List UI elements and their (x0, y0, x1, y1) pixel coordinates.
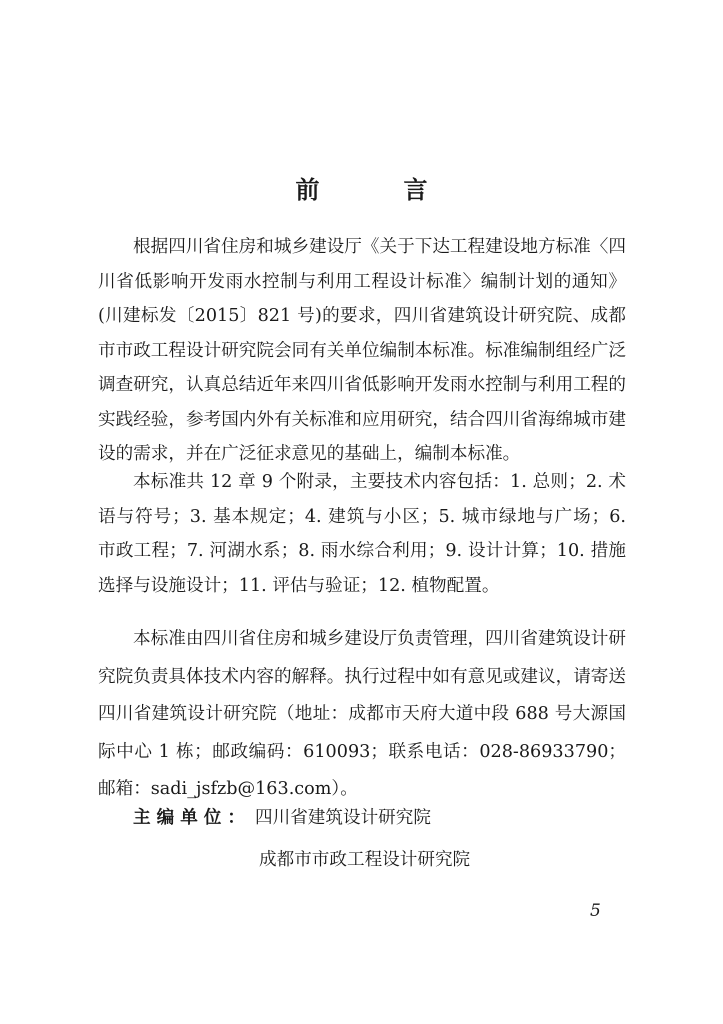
editor-line-1 (133, 801, 470, 835)
editor-units (133, 801, 470, 877)
page-number: 5 (590, 901, 601, 921)
editor-unit-1: 四川省建筑设计研究院 (255, 808, 431, 828)
paragraph-text: 本标准共 12 章 9 个附录，主要技术内容包括：1. 总则；2. 术语与符号；3. 基本规定；4. 建筑与小区；5. 城市绿地与广场；6. 市政工程；7. 河湖水系；8. 雨水综合利用；9. 设计计算；10. 措施选择与设施设计；11. 评估与验证；12. 植物配置。 (98, 472, 626, 596)
paragraph-text: 根据四川省住房和城乡建设厅《关于下达工程建设地方标准〈四川省低影响开发雨水控制与利用工程设计标准〉编制计划的通知》(川建标发〔2015〕821 号)的要求，四川省建筑设计研究院、成都市市政工程设计研究院会同有关单位编制本标准。标准编制组经广泛调查研究，认真总结近年来四川省低影响开发雨水控制与利用工程的实践经验，参考国内外有关标准和应用研究，结合四川省海绵城市建设的需求，并在广泛征求意见的基础上，编制本标准。 (98, 237, 626, 464)
paragraph-2 (98, 465, 626, 603)
editor-unit-2: 成都市市政工程设计研究院 (259, 850, 471, 870)
editor-line-2 (133, 843, 470, 877)
editor-label: 主编单位： (133, 808, 251, 828)
paragraph-3 (98, 621, 626, 809)
paragraph-text: 本标准由四川省住房和城乡建设厅负责管理，四川省建筑设计研究院负责具体技术内容的解释。执行过程中如有意见或建议，请寄送四川省建筑设计研究院（地址：成都市天府大道中段 688 号大源国际中心 1 栋；邮政编码：610093；联系电话：028-86933790；邮箱：sadi_jsfzb@163.com）。 (98, 629, 626, 800)
paragraph-1 (98, 230, 626, 472)
page-title: 前 言 (295, 176, 458, 204)
